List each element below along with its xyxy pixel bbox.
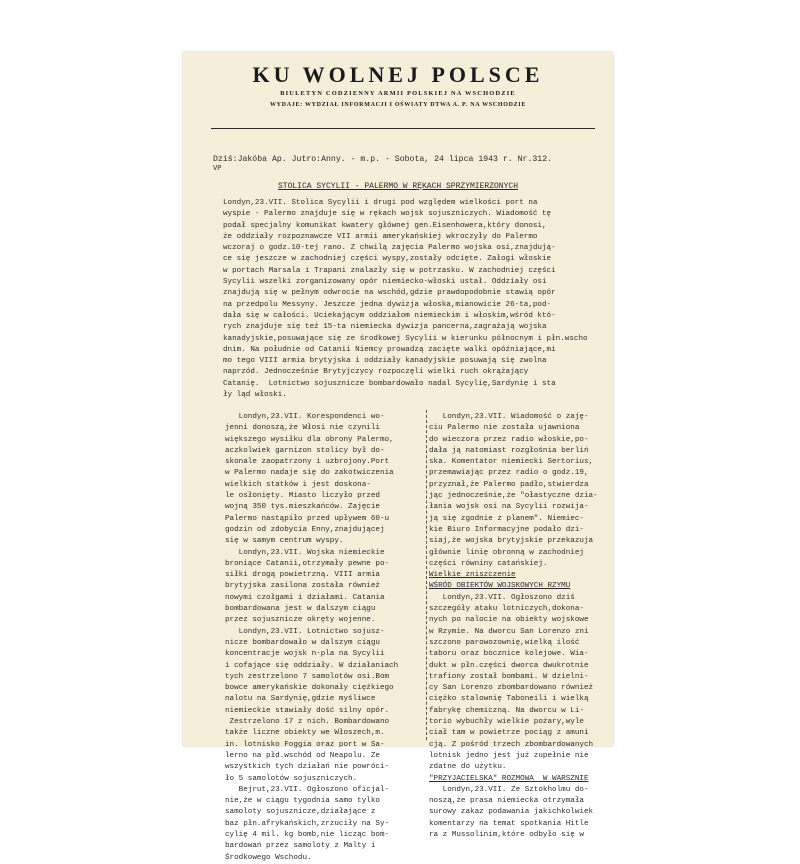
- text-line: skonale zaopatrzony i uzbrojony.Port: [225, 458, 390, 467]
- text-line: przez sojusznicze okręty wojenne.: [225, 616, 376, 625]
- text-line: w Rzymie. Na dworcu San Lorenzo zni: [429, 627, 589, 636]
- text-line: ce się jeszcze w zachodniej części wyspy,zostały odcięte. Załogi włoskie: [223, 255, 552, 264]
- text-line: Bejrut,23.VII. Ogłoszono oficjal-: [225, 785, 390, 794]
- text-line: Londyn,23.VII. Ogłoszono dziś: [429, 593, 575, 602]
- text-line: i cofające się oddziały. W działaniach: [225, 661, 399, 670]
- text-line: Sycylii wszelki zorganizowany opór niemiecko-włoski ustał. Oddziały osi: [223, 278, 547, 287]
- text-line: że oddziały rozpoznawcze VII armii amerykańskiej wkroczyły do Palermo: [223, 232, 538, 241]
- text-line: Zestrzelono 17 z nich. Bombardowano: [225, 718, 390, 727]
- text-line: ciał tam w powietrze pociąg z amuni: [429, 729, 589, 738]
- text-line: Londyn,23.VII. Stolica Sycylii i drugi pod względem wielkości port na: [223, 199, 538, 207]
- text-line: głównie linię obronną w zachodniej: [429, 548, 584, 557]
- text-line: podał specjalny komunikat kwatery głównej gen.Eisenhowera,który donosi,: [223, 221, 547, 230]
- main-headline: STOLICA SYCYLII - PALERMO W RĘKACH SPRZYMIERZONYCH: [277, 182, 519, 191]
- text-line: Londyn,23.VII. Korespondenci wo-: [225, 413, 385, 421]
- text-line: na przedpolu Messyny. Jeszcze jedna dywizja włoska,mianowicie 26-ta,pod-: [223, 300, 552, 309]
- text-line: jenni donoszą,że Włosi nie czynili: [225, 424, 380, 433]
- text-line: in. lotnisko Foggia oraz port w Sa-: [225, 740, 385, 749]
- dateline: [213, 155, 608, 173]
- text-line: zdatne do użytku.: [429, 763, 507, 772]
- text-line: przemawiając przez radio o godz.19,: [429, 469, 589, 478]
- text-line: ciu Palermo nie została ujawniona: [429, 424, 580, 433]
- text-line: noszą,że prasa niemiecka otrzymała: [429, 797, 584, 806]
- text-line: brytyjska zasilona została również: [225, 582, 380, 591]
- text-line: dnim. Na południe od Catanii Niemcy prowadzą zacięte walki opóźniające,mi: [223, 345, 556, 354]
- masthead-rule: [211, 128, 595, 129]
- text-line: nowymi czołgami i działami. Catania: [225, 593, 385, 602]
- text-line: ciężko stalownię Taboneili i wielką: [429, 695, 589, 704]
- text-line: Palermo nastąpiło przed upływem 60-u: [225, 514, 390, 523]
- text-line: części równiny catańskiej.: [429, 559, 548, 568]
- text-line: do wieczora przez radio włoskie,po-: [429, 435, 589, 444]
- text-line: wojną 350 tys.mieszkańców. Zajęcie: [225, 503, 380, 512]
- text-line: naprzód. Jednocześnie Brytyjczycy rozpoczęli wielki ruch okrążający: [223, 368, 529, 377]
- text-line: nie,że w ciągu tygodnia samo tylko: [225, 797, 380, 806]
- text-line: Catanię. Lotnictwo sojusznicze bombardowało nadal Sycylię,Sardynię i sta: [223, 379, 556, 388]
- text-line: cją. Z pośród trzech zbombardowanych: [429, 740, 594, 749]
- text-line: przyznał,że Palermo padło,stwierdza: [429, 480, 589, 489]
- masthead: [183, 62, 613, 108]
- text-line: kie Biuro Informacyjne podało dzi-: [429, 525, 584, 534]
- text-line: kanadyjskie,posuwające się ze środkowej Sycylii w kierunku północnym i płn.wscho: [223, 334, 588, 343]
- text-line: znajdują się w pełnym odwrocie na wschód,gdzie prawdopodobnie stawią opór: [223, 289, 556, 298]
- text-line: koncentracje wojsk n-pla na Sycylii: [225, 650, 385, 659]
- publisher-line: WYDAJE: WYDZIAŁ INFORMACJI I OŚWIATY DTWA A. P. NA WSCHODZIE: [269, 102, 527, 108]
- text-line: lotnisk jedno jest już zupełnie nie: [429, 751, 589, 760]
- text-line: lerno na płd.wschód od Neapolu. Ze: [225, 751, 380, 760]
- text-line: cylię 4 mil. kg bomb,nie licząc bom-: [225, 830, 390, 839]
- text-line: dała ją natomiast rozgłośnia berliń: [429, 446, 589, 455]
- text-line: Londyn,23.VII. Ze Sztokholmu do-: [429, 785, 589, 794]
- text-line: Wielkie zniszczenie: [429, 571, 516, 580]
- text-line: WŚRÓD OBIEKTÓW WOJSKOWYCH RZYMU: [429, 582, 571, 591]
- text-line: ło 5 samolotów sojuszniczych.: [225, 774, 358, 783]
- text-line: torio wybuchły wielkie pożary,wyle: [429, 718, 584, 727]
- text-line: tych zestrzelono 7 samolotów osi.Bom: [225, 672, 390, 681]
- text-line: ją się zgodnie z planem". Niemiec-: [429, 514, 584, 523]
- column-divider: [426, 410, 427, 740]
- text-line: bombardowana jest w dalszym ciągu: [225, 605, 376, 614]
- text-line: niemieckie stawiały dość silny opór.: [225, 706, 390, 715]
- text-line: Londyn,23.VII. Lotnictwo sojusz-: [225, 627, 385, 636]
- text-line: ły ląd włoski.: [223, 391, 287, 400]
- text-line: bardowań przez samoloty z Malty i: [225, 842, 376, 851]
- text-line: wyspie - Palermo znajduje się w rękach wojsk sojuszniczych. Wiadomość tę: [223, 210, 552, 219]
- newspaper-page: [183, 52, 613, 862]
- text-line: trafiony został bombami. W dzielni-: [429, 672, 589, 681]
- text-line: siaj,że wojska brytyjskie przekazuja: [429, 537, 594, 546]
- text-line: surowy zakaz podawania jakichkolwiek: [429, 808, 594, 817]
- text-line: bowce amerykańskie dokonały ciężkiego: [225, 684, 394, 693]
- text-line: taboru oraz bocznice kolejowe. Wia-: [429, 650, 589, 659]
- text-line: wczoraj o godz.10-tej rano. Z chwilą zajęcia Palermo wojska osi,znajdują-: [223, 244, 556, 253]
- text-line: wielkich statków i jest doskona-: [225, 480, 371, 489]
- text-line: łania wojsk osi na Sycylii rozwija-: [429, 503, 589, 512]
- right-column: [429, 412, 609, 839]
- text-line: fabrykę chemiczną. Na dworcu w Li-: [429, 706, 584, 715]
- text-line: Środkowego Wschodu.: [225, 853, 312, 862]
- text-line: dukt w płn.części dworca dwukrotnie: [429, 661, 589, 670]
- text-line: większego wysiłku dla obrony Palermo,: [225, 435, 394, 444]
- text-line: komentarzy na temat spotkania Hitle: [429, 819, 589, 828]
- text-line: godzin od zdobycia Enny,znajdującej: [225, 525, 385, 534]
- text-line: w Palermo nadaje się do zakotwiczenia: [225, 469, 394, 478]
- text-line: się w samym centrum wyspy.: [225, 537, 344, 546]
- text-line: mo tego VIII armia brytyjska i oddziały kanadyjskie posuwają się zwolna: [223, 357, 547, 366]
- text-line: baz płn.afrykańskich,zrzuciły na Sy-: [225, 819, 390, 828]
- newspaper-title: KU WOLNEJ POLSCE: [252, 62, 544, 87]
- text-line: "PRZYJACIELSKA" ROZMOWA W WARSZNIE: [429, 774, 589, 783]
- text-line: siłki drogą powietrzną. VIII armia: [225, 571, 380, 580]
- text-line: dała się w całości. Uciekającym oddziałom niemieckim i włoskim,wśród któ-: [223, 311, 556, 320]
- dateline-text: Dziś:Jakóba Ap. Jutro:Anny. - m.p. - Sobota, 24 lipca 1943 r. Nr.312.: [213, 155, 553, 164]
- text-line: nalotu na Sardynię,gdzie myśliwce: [225, 695, 376, 704]
- text-line: także liczne obiekty we Włoszech,m.: [225, 729, 385, 738]
- text-line: le osłonięty. Miasto liczyło przed: [225, 492, 380, 501]
- text-line: w portach Marsala i Trapani znalazły się w potrzasku. W zachodniej części: [223, 266, 556, 275]
- text-line: broniące Catanii,otrzymały pewne po-: [225, 559, 390, 568]
- text-line: samoloty sojusznicze,działające z: [225, 808, 376, 817]
- text-line: szczegóły ataku lotniczych,dokona-: [429, 605, 584, 614]
- text-line: cy San Lorenzo zbombardowano również: [429, 684, 594, 693]
- text-line: nych po nalocie na obiekty wojskowe: [429, 616, 589, 625]
- newspaper-subtitle: BIULETYN CODZIENNY ARMII POLSKIEJ NA WSCHODZIE: [280, 90, 516, 97]
- text-line: ra z Mussolinim,które odbyło się w: [429, 830, 584, 839]
- lead-article: [223, 198, 603, 403]
- text-line: szczono parowozownię,wielką ilość: [429, 638, 580, 647]
- text-line: ska. Komentator niemiecki Sertorius,: [429, 458, 594, 467]
- text-line: aczkolwiek garnizon stolicy był do-: [225, 446, 385, 455]
- text-line: Londyn,23.VII. Wojska niemieckie: [225, 548, 385, 557]
- text-line: rych znajduje się też 15-ta niemiecka dywizja pancerna,zagrażają wojska: [223, 323, 547, 332]
- text-line: wszystkich tych działań nie powróci-: [225, 763, 390, 772]
- text-line: jąc jednocześnie,że "ołastyczne dzia-: [429, 492, 598, 501]
- handwritten-mark: VP: [213, 165, 222, 173]
- text-line: Londyn,23.VII. Wiadomość o zaję-: [429, 413, 589, 421]
- text-line: nicze bombardowało w dalszym ciągu: [225, 638, 380, 647]
- left-column: [225, 412, 425, 862]
